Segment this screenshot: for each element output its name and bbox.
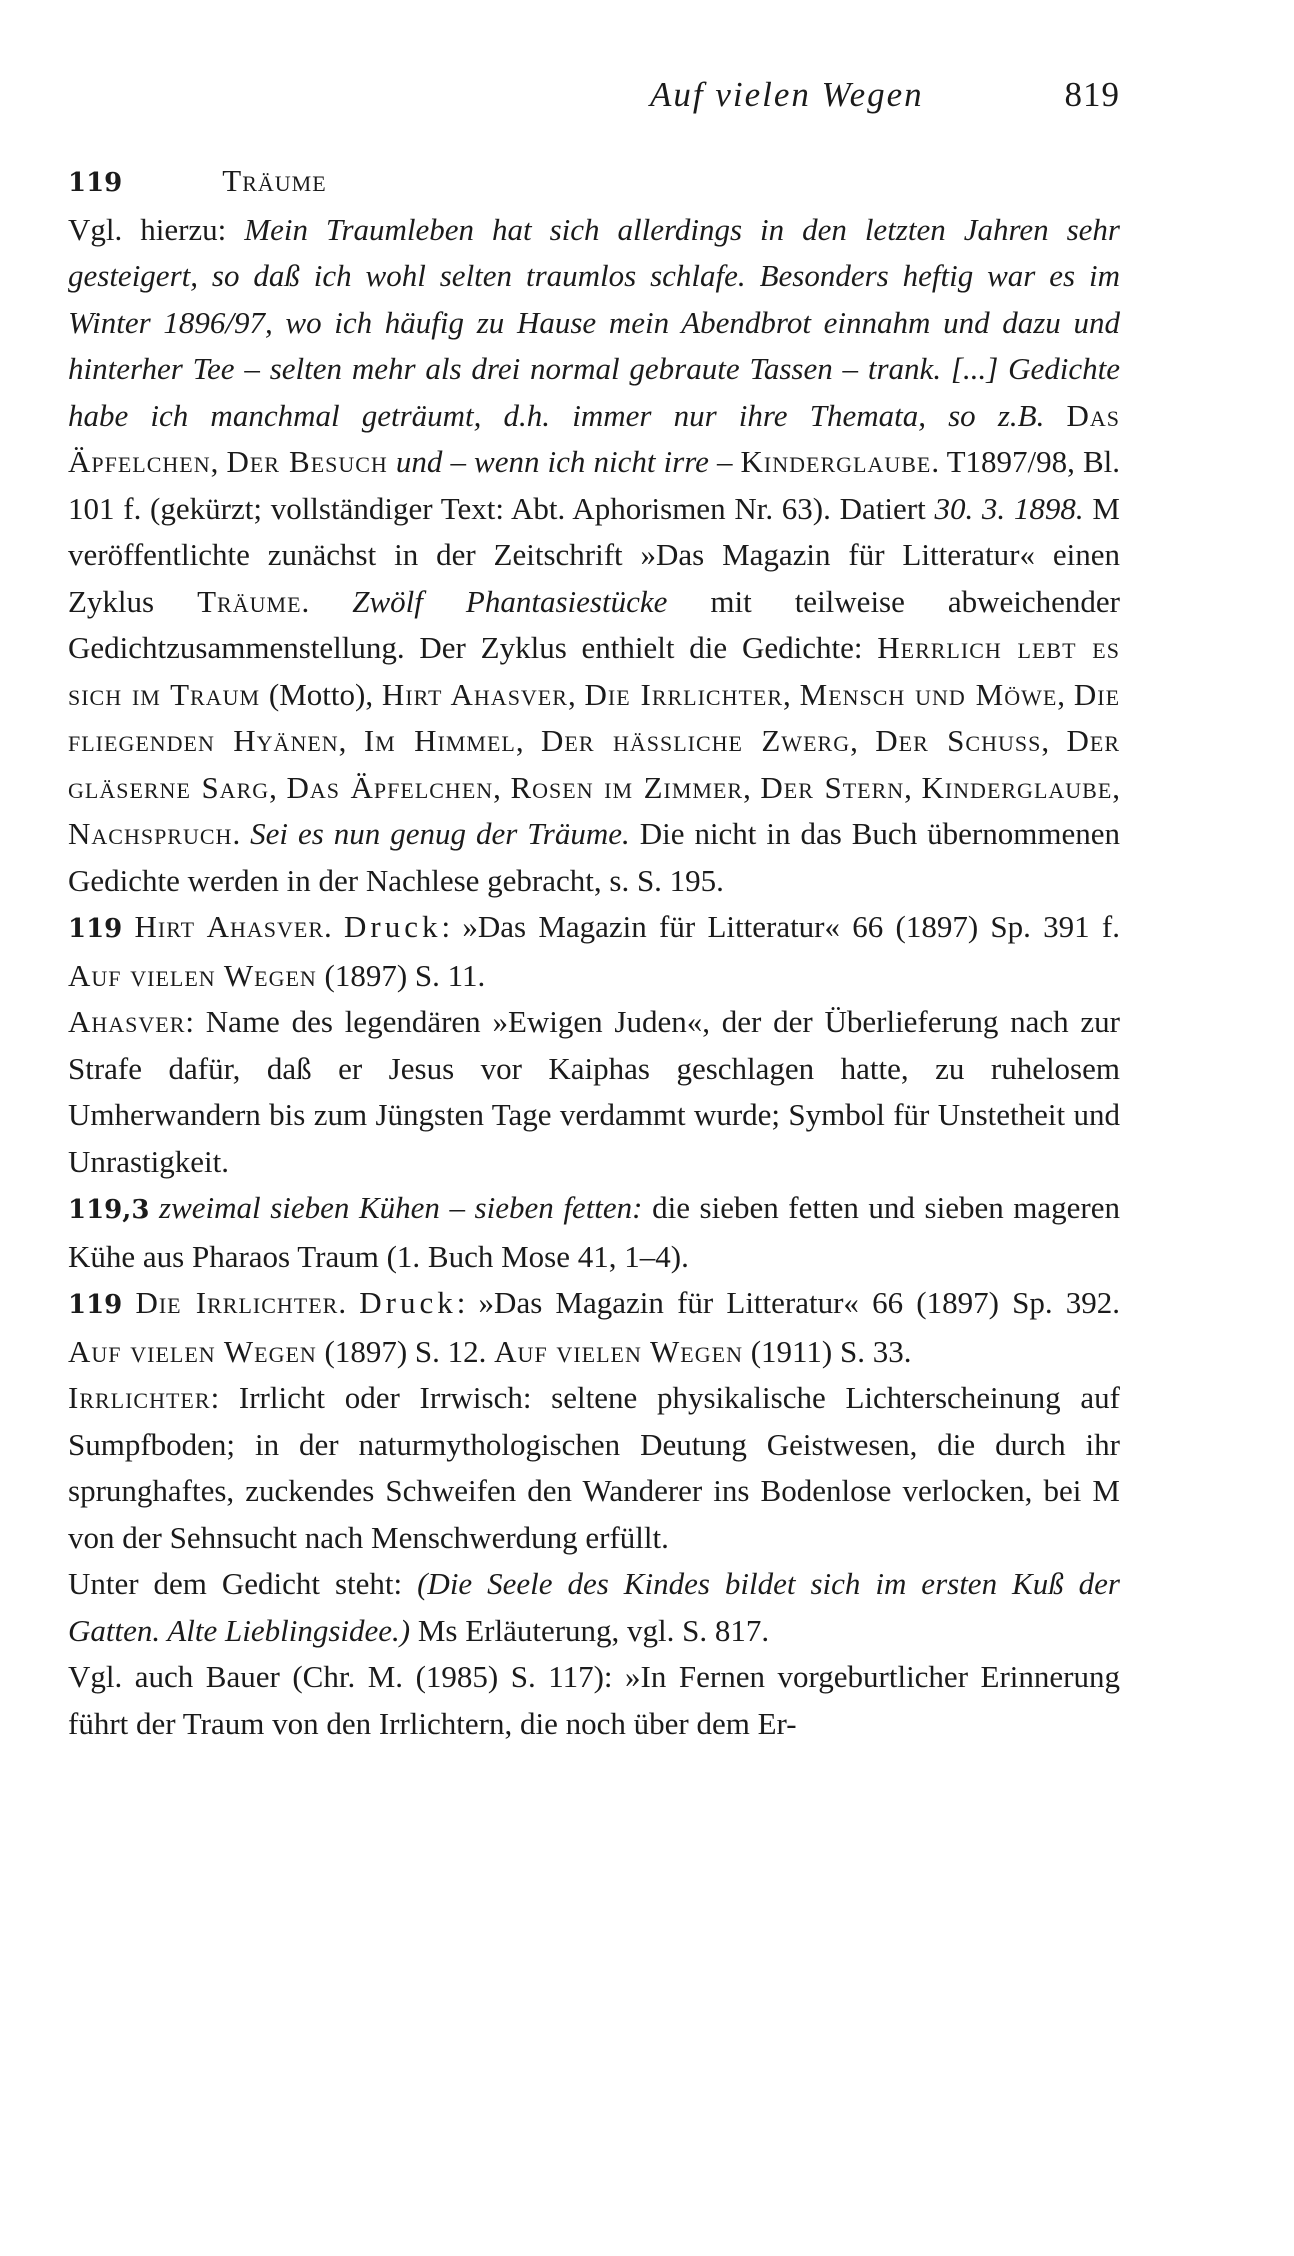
text-run: : Irrlicht oder Irrwisch: seltene physikalische Lichterscheinung auf Sumpfboden; in der naturmythologischen Deutung Geistwesen, die durch ihr sprunghaftes, zuckendes Schweifen den Wanderer ins Bodenlose verlocken, bei M von der Sehnsucht nach Menschwerdung erfüllt. [68,1380,1120,1555]
text-run: Auf vielen Wegen [494,1333,743,1369]
text-run: , [743,769,761,805]
entry-heading: Hirt Ahasver [134,909,324,944]
entry-heading-paragraph [68,158,1120,904]
text-run: Vgl. auch Bauer (Chr. M. (1985) S. 117): »In Fernen vorgeburtlicher Erinnerung führt der Traum von den Irrlichtern, die noch über dem Er- [68,1659,1120,1741]
text-run: Nachspruch [68,816,233,851]
text-run: . T1897/98, Bl. 101 f. (gekürzt; vollständiger Text: Abt. Aphorismen Nr. 63). Datiert [68,444,1121,526]
text-run [149,1190,159,1225]
text-run: Hirt Ahasver [381,676,568,712]
text-run: Zwölf Phantasiestücke [352,583,668,619]
text-run: Unter dem Gedicht steht: [68,1566,418,1601]
text-run: Mensch und Möwe [799,676,1058,712]
text-run: Auf vielen Wegen [68,957,317,993]
text-run: (1911) S. 33. [742,1333,912,1369]
text-run: : »Das Magazin für Litteratur« 66 (1897) Sp. 391 f. [441,909,1121,944]
text-run: , [493,769,511,805]
entry-heading: Träume [222,163,327,198]
text-run: 119,3 [68,1195,150,1225]
text-run: Mein Traumleben hat sich allerdings in den letzten Jahren sehr gesteigert, so daß ich wohl selten traumlos schlafe. Besonders heftig war es im Winter 1896/97, wo ich häufig zu Hause mein Abendbrot einnahm und dazu und hinterher Tee – selten mehr als drei normal gebraute Tassen – trank. [...] Gedichte habe ich manchmal geträumt, d.h. immer nur ihre Themata, so z.B. [68,211,1120,433]
text-run: , [1112,769,1121,805]
text-run: Im Himmel [363,723,516,758]
text-run: die sieben fetten und sieben mageren Kühe aus Pharaos Traum (1. Buch Mose 41, 1–4). [68,1190,1120,1274]
text-run: Der Stern [760,769,905,805]
entry-heading: Die Irrlichter [135,1285,339,1320]
text-run: Die fliegenden Hyänen [68,676,1121,758]
commentary-entries [68,158,1120,1747]
text-run: Der hässliche Zwerg [541,723,851,758]
text-run: , [904,769,922,805]
text-run: zweimal sieben Kühen – sieben fetten: [159,1190,643,1225]
text-run: , [783,676,800,712]
text-run: Druck [344,909,442,944]
page-number: 819 [1064,75,1120,114]
text-run: Das Äpfelchen [286,769,494,805]
text-run: : Name des legendären »Ewigen Juden«, der der Überlieferung nach zur Strafe dafür, daß er Jesus vor Kaiphas geschlagen hatte, zu ruhelosem Umherwandern bis zum Jüngsten Tage verdammt wurde; Symbol für Unstetheit und Unrastigkeit. [68,1004,1120,1179]
running-header [650,70,1120,120]
text-run: Der Besuch [226,444,388,479]
text-run: Kinderglaube [921,769,1113,805]
text-run: Druck [359,1285,457,1320]
text-run: . [301,583,353,619]
text-run: . [324,909,345,944]
text-run: (1897) S. 11. [316,957,486,993]
text-run: Der gläserne Sarg [68,723,1120,805]
text-run: , [567,676,585,712]
text-run: : »Das Magazin für Litteratur« 66 (1897) Sp. 392. [456,1285,1121,1320]
text-run: und – wenn ich nicht irre [387,444,709,479]
text-run: (Motto), [260,676,382,712]
entry-heading-paragraph [68,904,1120,999]
text-run: , [515,723,542,758]
running-title: Auf vielen Wegen [650,75,924,114]
text-run: , [338,723,364,758]
commentary-text [68,158,1120,1747]
text-run: Irrlichter [68,1380,211,1415]
text-run: Herrlich lebt es sich im Traum [68,630,1120,712]
entry-heading-paragraph [68,1280,1120,1375]
text-run: Die Irrlichter [584,676,784,712]
text-run: Das Äpfelchen [68,397,1120,479]
text-run: Rosen im Zimmer [510,769,744,805]
text-run: , [850,723,876,758]
text-run: M veröffentlichte zunächst in der Zeitschrift »Das Magazin für Litteratur« einen Zyklus [68,490,1120,619]
text-run: Träume [197,583,302,619]
text-run: 30. 3. 1898. [934,490,1084,526]
entry-paragraph [68,1654,1120,1747]
text-run: Ms Erläuterung, vgl. S. 817. [410,1612,770,1648]
text-run: mit teilweise abweichender Gedichtzusammenstellung. Der Zyklus enthielt die Gedichte: [68,583,1120,665]
entry-paragraph [68,1185,1120,1280]
text-run: Auf vielen Wegen [68,1333,317,1369]
text-run: , [1041,723,1067,758]
text-run: Vgl. hierzu: [68,211,245,247]
entry-number: 119 [68,168,123,198]
entry-paragraph [68,999,1120,1185]
text-run: (1897) S. 12. [316,1333,495,1369]
text-run: Kinderglaube [740,444,932,479]
text-run: . [232,816,251,851]
text-run: Der Schuss [875,723,1042,758]
text-run: , [269,769,287,805]
entry-paragraph [68,1561,1120,1654]
text-run: – [708,444,741,479]
text-run: Sei es nun genug der Träume. [250,816,630,851]
entry-number: 119 [68,914,123,944]
text-run: , [210,444,227,479]
entry-paragraph [68,1375,1120,1561]
text-run: , [1057,676,1074,712]
text-run: (Die Seele des Kindes bildet sich im ersten Kuß der Gatten. Alte Lieblingsidee.) [68,1566,1120,1648]
text-run: Die nicht in das Buch übernommenen Gedichte werden in der Nachlese gebracht, s. S. 195. [68,816,1120,898]
entry-number: 119 [68,1290,123,1320]
text-run: Ahasver [68,1004,186,1039]
text-run: . [338,1285,360,1320]
